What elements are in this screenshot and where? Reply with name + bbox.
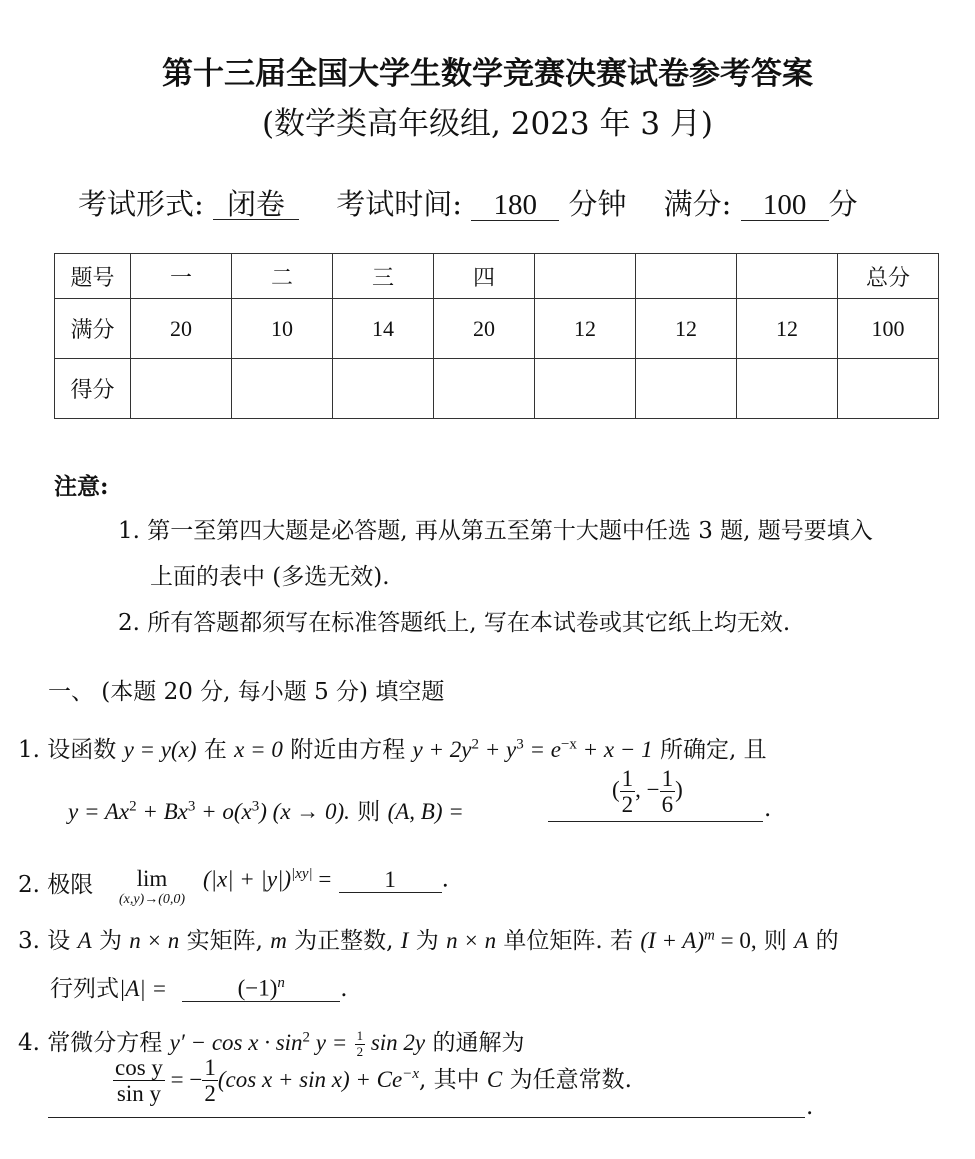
table-cell: 满分 [55,299,131,359]
lim-operator: lim [136,866,168,891]
note-2: 2. 所有答题都须写在标准答题纸上, 写在本试卷或其它纸上均无效. [118,610,791,636]
text: 为 [408,928,447,954]
table-cell[interactable] [636,254,737,299]
denominator: 2 [621,792,634,818]
text: , 其中 [418,1066,487,1093]
format-label: 考试形式: [78,187,204,221]
exam-info [78,182,858,223]
time-unit: 分钟 [568,187,627,221]
math: (|x| + |y|) [203,866,292,892]
math: sin 2y [365,1030,426,1055]
math: y = y(x) [123,737,197,762]
math: x = 0 [234,737,283,762]
numerator: 1 [661,766,674,791]
math: m [704,927,715,944]
notes-heading: 注意: [54,473,109,500]
score-label: 满分: [663,187,732,221]
q2-prefix: 2. 极限 [18,872,94,898]
period: . [806,1094,814,1120]
math: (A, B) = [387,799,464,824]
math: n [277,975,285,992]
math: m [270,928,287,953]
text: 行列式 [50,976,119,1002]
math: 2 [302,1029,311,1046]
math: , − [635,777,660,803]
q1-line1 [18,731,767,764]
table-cell[interactable] [434,359,535,419]
text: 单位矩阵. 若 [496,928,641,954]
math: = 0, [714,928,757,953]
numerator: cos y [115,1055,163,1080]
denominator: 2 [204,1081,216,1107]
q4-answer [113,1055,632,1107]
table-cell[interactable] [232,359,333,419]
note-1-line2: 上面的表中 (多选无效). [150,564,390,590]
math: 3 [251,798,260,815]
text: 3. 设 [18,928,78,954]
math: 3 [516,736,524,753]
table-cell: 二 [232,254,333,299]
table-cell[interactable] [333,359,434,419]
q3-line1 [18,922,839,955]
math: I [400,928,409,953]
text: 为 [91,928,130,954]
table-cell: 100 [838,299,939,359]
title-line2: (数学类高年级组, 2023 年 3 月) [261,106,714,142]
q4-answer-line [48,1117,805,1118]
table-cell: 题号 [55,254,131,299]
text: 为任意常数. [502,1066,632,1093]
q3-answer [182,976,340,1002]
denominator: 2 [356,1043,364,1059]
text: 所确定, 且 [652,737,767,763]
text: 则 [756,928,795,954]
text: 则 [349,799,388,825]
table-cell: 12 [636,299,737,359]
numerator: 1 [356,1028,364,1044]
table-cell: 四 [434,254,535,299]
score-unit: 分 [828,187,858,221]
text: 的 [808,928,839,954]
time-value: 180 [471,190,559,221]
numerator: 1 [621,766,634,791]
q1-line2 [68,793,464,826]
text: 在 [196,737,235,763]
table-cell[interactable] [636,359,737,419]
math: y′ − cos x · sin [169,1030,303,1055]
score-table [54,253,939,419]
format-value: 闭卷 [213,189,299,220]
q4-line1 [18,1024,524,1059]
math: + y [478,737,517,762]
q2-expr [203,866,449,893]
table-cell: 得分 [55,359,131,419]
math: = [312,866,332,892]
table-cell[interactable] [838,359,939,419]
math: n × n [129,928,180,953]
table-cell: 12 [535,299,636,359]
table-cell: 20 [434,299,535,359]
math: A [77,928,92,953]
text: 1. 设函数 [18,737,124,763]
note-1-line1: 1. 第一至第四大题是必答题, 再从第五至第十大题中任选 3 题, 题号要填入 [118,518,873,544]
lim-subscript: (x,y)→(0,0) [118,892,186,907]
table-cell: 12 [737,299,838,359]
table-cell[interactable] [737,254,838,299]
score-value: 100 [741,190,829,221]
math: + Bx [136,799,188,824]
q1-answer [612,766,683,818]
table-row-full-marks [55,299,939,359]
period: . [441,866,449,893]
period: . [764,796,772,822]
text: 的通解为 [425,1030,525,1056]
q1-answer-line [548,821,763,822]
math: ) (x → 0). [259,799,350,824]
period: . [340,976,348,1002]
table-cell[interactable] [535,254,636,299]
denominator: sin y [116,1081,161,1107]
math: ) [675,777,683,803]
math: = − [164,1066,203,1092]
math: C [486,1066,503,1092]
text: 4. 常微分方程 [18,1030,170,1056]
table-cell: 14 [333,299,434,359]
math: = e [523,737,561,762]
text: 附近由方程 [282,737,413,763]
table-cell: 一 [131,254,232,299]
math: 3 [187,798,196,815]
math: + x − 1 [576,737,653,762]
time-label: 考试时间: [336,187,462,221]
math: −x [402,1066,419,1083]
table-row-obtained [55,359,939,419]
math: y + 2y [412,737,472,762]
text: 为正整数, [286,928,401,954]
table-cell: 20 [131,299,232,359]
table-row-headers [55,254,939,299]
q2-lim [106,866,198,908]
section1-heading: 一、 (本题 20 分, 每小题 5 分) 填空题 [48,679,445,705]
math: (I + A) [640,928,705,953]
table-cell[interactable] [737,359,838,419]
math: n × n [446,928,497,953]
text: 实矩阵, [179,928,271,954]
numerator: 1 [204,1055,216,1080]
table-cell[interactable] [535,359,636,419]
table-cell: 三 [333,254,434,299]
math: 2 [129,798,137,815]
math: (−1) [237,976,278,1001]
math: −x [560,736,577,753]
math: y = Ax [68,799,130,824]
math: ( [612,777,620,803]
math: |xy| [291,866,313,882]
q3-line2 [50,970,348,1003]
table-cell: 总分 [838,254,939,299]
math: + o(x [195,799,252,824]
math: (cos x + sin x) + Ce [217,1066,403,1092]
q2-answer: 1 [339,868,442,893]
title-line1: 第十三届全国大学生数学竞赛决赛试卷参考答案 [162,56,813,92]
math: 2 [471,736,479,753]
math: y = [310,1030,348,1055]
table-cell: 10 [232,299,333,359]
math: |A| = [119,976,167,1001]
denominator: 6 [661,792,674,818]
table-cell[interactable] [131,359,232,419]
math: A [794,928,809,953]
